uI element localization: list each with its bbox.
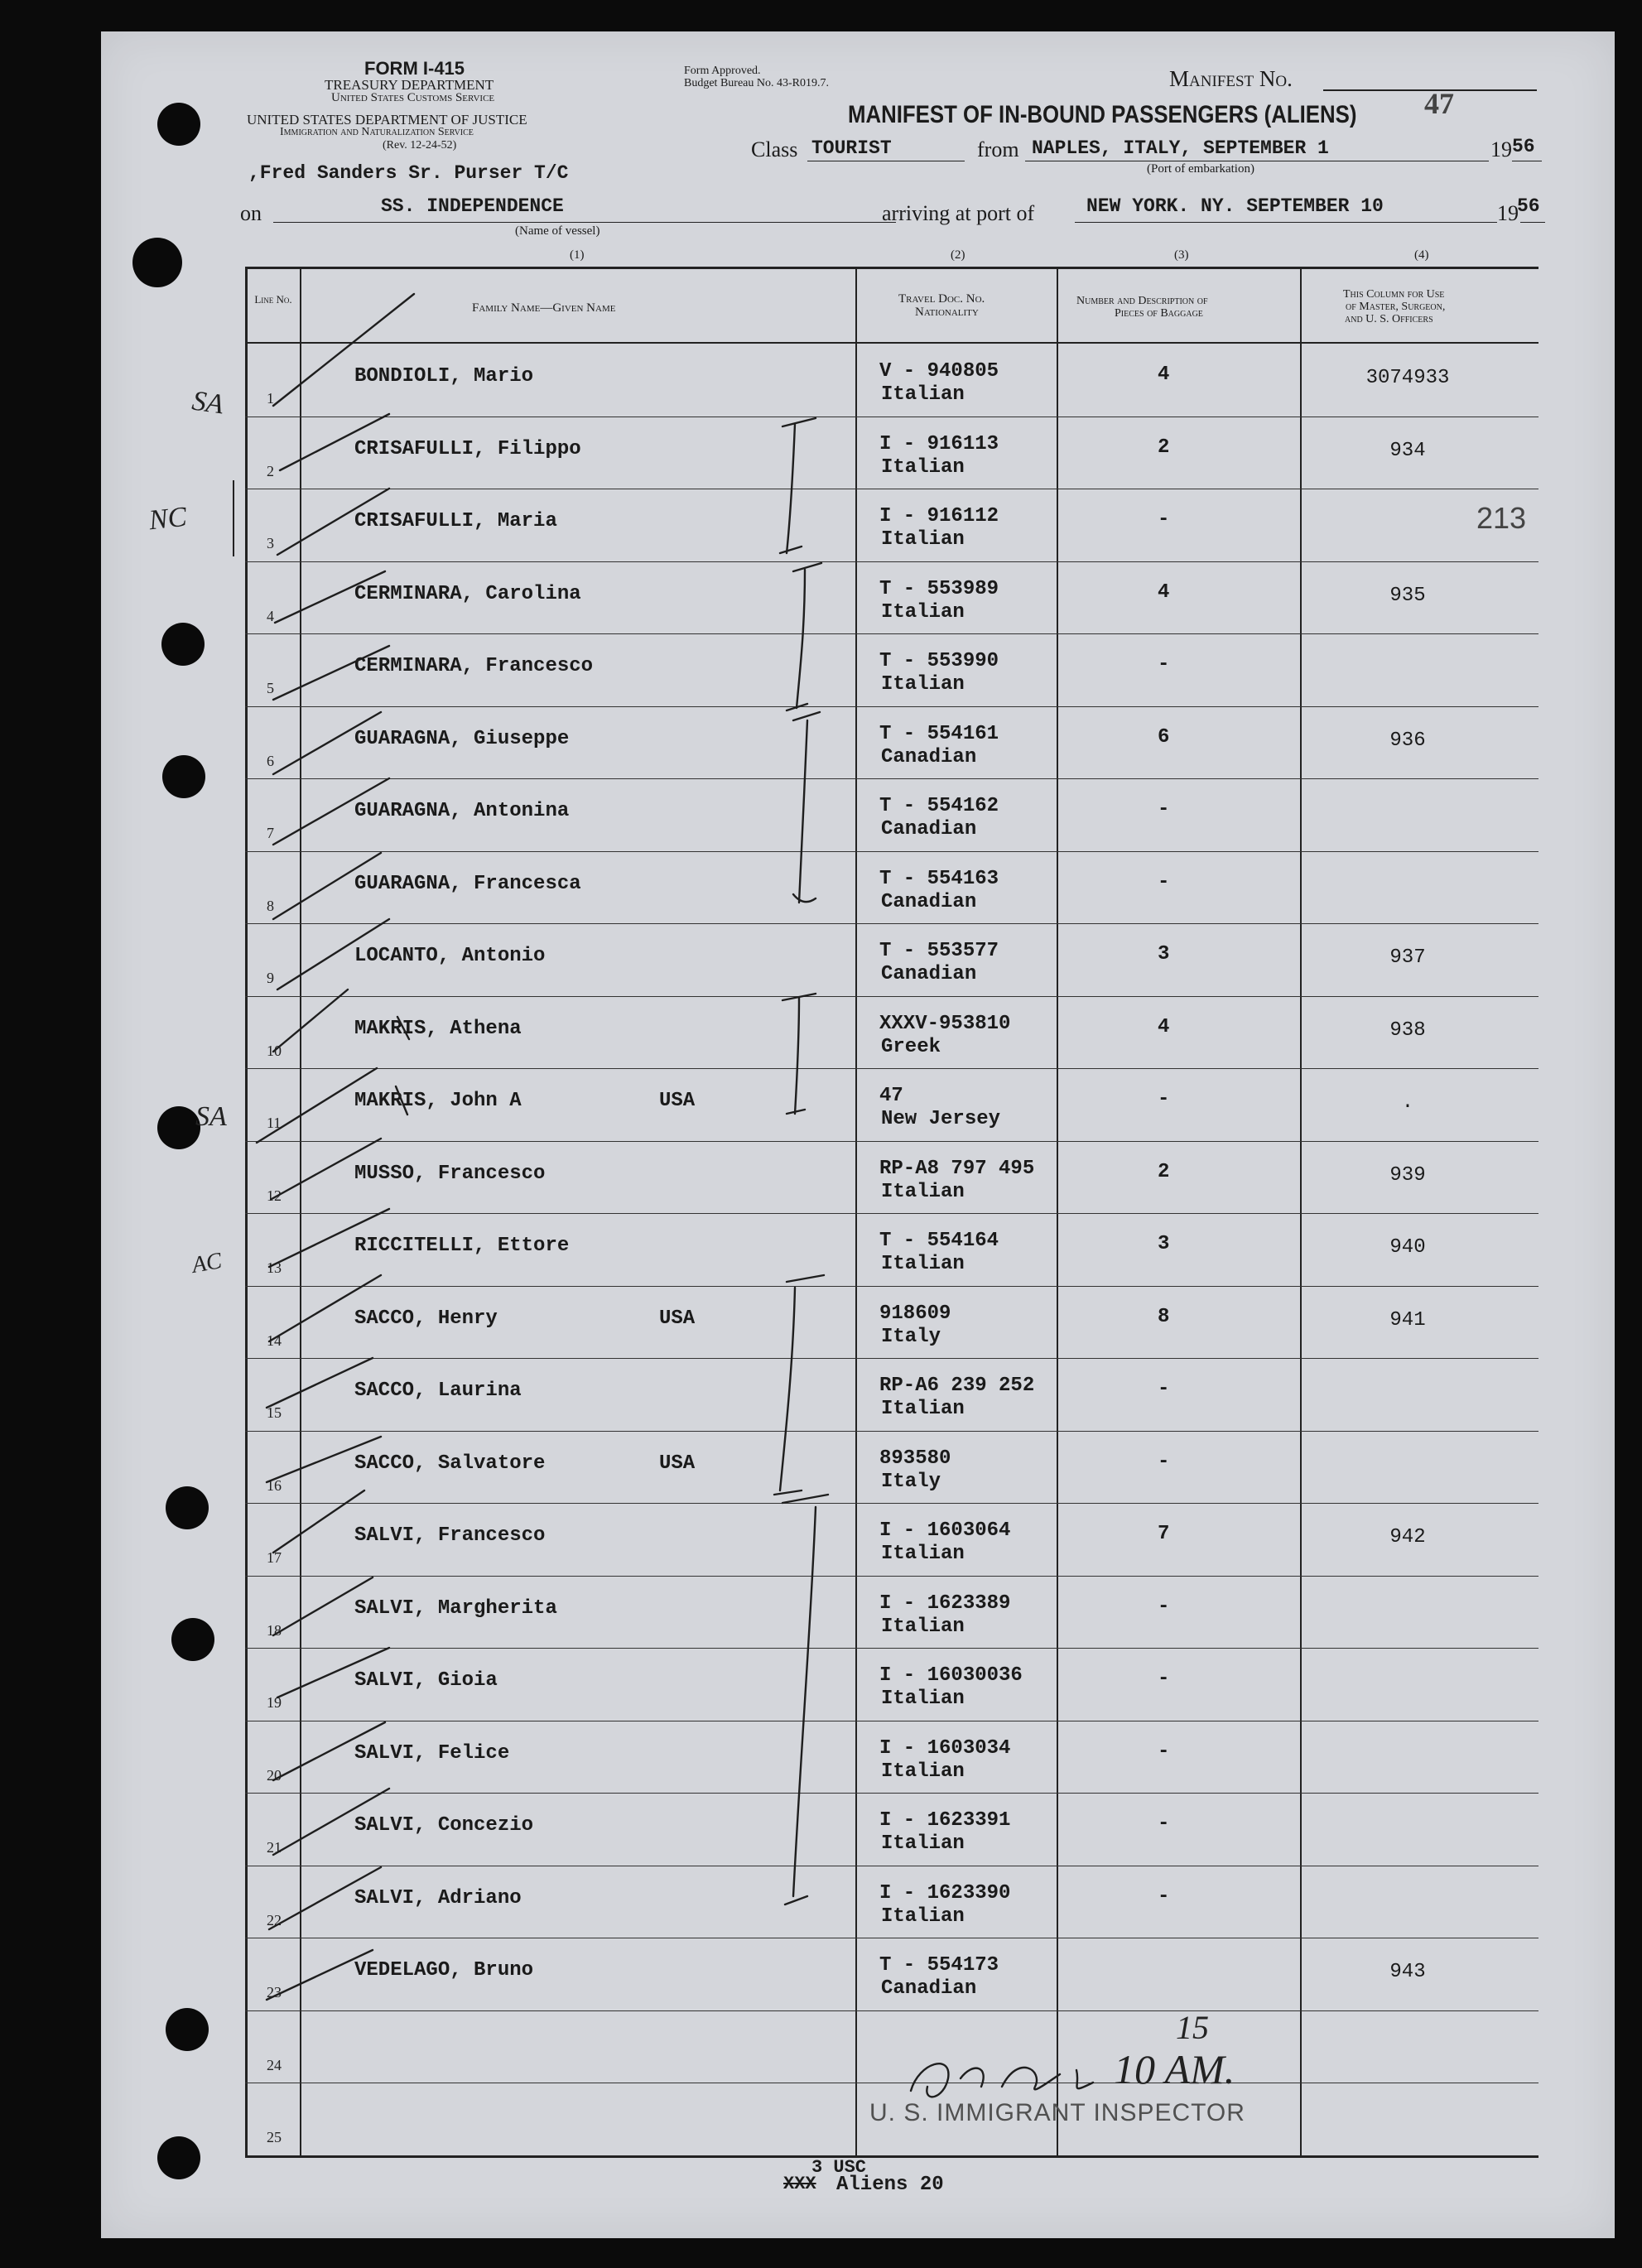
travel-doc-number: T - 554162 <box>879 795 999 817</box>
embarkation-note: (Port of embarkation) <box>1147 162 1254 176</box>
nationality: Canadian <box>881 745 977 768</box>
baggage-count: 4 <box>1158 1015 1170 1038</box>
arriving-year-line <box>1520 222 1545 223</box>
passenger-name: CERMINARA, Francesco <box>354 655 594 677</box>
margin-bracket-nc <box>233 480 234 556</box>
baggage-count: - <box>1158 1885 1170 1908</box>
travel-doc-number: T - 553990 <box>879 650 999 672</box>
travel-doc-number: RP-A6 239 252 <box>879 1375 1035 1397</box>
nationality: Canadian <box>881 1977 977 2000</box>
passenger-name: RICCITELLI, Ettore <box>354 1235 570 1257</box>
line-number: 17 <box>267 1549 282 1566</box>
passenger-name: GUARAGNA, Antonina <box>354 800 570 822</box>
department-of-justice: UNITED STATES DEPARTMENT OF JUSTICE <box>247 112 527 128</box>
line-number: 9 <box>267 970 274 986</box>
nationality: Italian <box>881 383 965 406</box>
from-year: 56 <box>1512 136 1535 157</box>
header-family-name: Family Name—Given Name <box>472 301 616 315</box>
line-number: 20 <box>267 1766 282 1784</box>
row-divider <box>245 633 1538 634</box>
budget-bureau: Budget Bureau No. 43-R019.7. <box>684 77 829 89</box>
officer-use: 940 <box>1389 1236 1426 1259</box>
line-number: 21 <box>267 1839 282 1856</box>
passenger-name: GUARAGNA, Francesca <box>354 872 581 895</box>
travel-doc-number: T - 553577 <box>879 940 999 962</box>
header-officers-3: and U. S. Officers <box>1345 313 1433 325</box>
travel-doc-number: I - 1603064 <box>879 1519 1011 1542</box>
nationality: Greek <box>881 1035 941 1058</box>
line-number: 12 <box>267 1187 282 1204</box>
row-divider <box>245 1431 1538 1432</box>
ins-line: Immigration and Naturalization Service <box>280 126 474 138</box>
officer-use: . <box>1401 1091 1414 1114</box>
punch-hole-1 <box>157 103 200 146</box>
travel-doc-number: I - 1623389 <box>879 1591 1011 1615</box>
header-travel-doc: Travel Doc. No. <box>898 292 985 306</box>
baggage-count: - <box>1158 1740 1170 1763</box>
officer-use: 934 <box>1389 439 1426 462</box>
travel-doc-number: RP-A8 797 495 <box>879 1157 1035 1180</box>
row-divider <box>245 706 1538 707</box>
row-divider <box>245 1648 1538 1649</box>
line-number: 6 <box>267 752 274 769</box>
manifest-sheet <box>101 31 1615 2238</box>
nationality: Italian <box>881 1832 965 1855</box>
nationality: New Jersey <box>881 1108 1001 1130</box>
officer-use: 942 <box>1389 1526 1426 1548</box>
row-divider <box>245 1286 1538 1287</box>
officer-use: 937 <box>1389 946 1426 969</box>
footer-struck: XXX <box>783 2174 816 2194</box>
citizenship: USA <box>659 1307 696 1330</box>
footer-aliens: Aliens 20 <box>836 2174 944 2196</box>
arriving-value: NEW YORK. NY. SEPTEMBER 10 <box>1086 195 1384 217</box>
arriving-year: 56 <box>1517 195 1540 217</box>
passenger-name: SALVI, Francesco <box>354 1524 546 1547</box>
header-officers-2: of Master, Surgeon, <box>1346 301 1446 313</box>
baggage-count: 3 <box>1158 1233 1170 1255</box>
line-number: 24 <box>267 2056 282 2073</box>
baggage-count: - <box>1158 653 1170 676</box>
punch-hole-8 <box>166 2008 209 2051</box>
nationality: Italian <box>881 1253 965 1275</box>
baggage-count: - <box>1158 508 1170 531</box>
line-number: 13 <box>267 1259 282 1276</box>
on-label: on <box>240 201 262 225</box>
class-value: TOURIST <box>811 137 892 159</box>
manifest-label: Manifest No. <box>1169 66 1293 91</box>
passenger-name: SACCO, Laurina <box>354 1380 522 1402</box>
page-number: 213 <box>1476 501 1527 535</box>
passenger-name: SALVI, Concezio <box>354 1814 534 1837</box>
baggage-count: 2 <box>1158 1160 1170 1183</box>
inspector-stamp: U. S. IMMIGRANT INSPECTOR <box>869 2099 1245 2126</box>
travel-doc-number: T - 554161 <box>879 722 999 745</box>
nationality: Italy <box>881 1470 941 1493</box>
nationality: Italy <box>881 1325 941 1348</box>
nationality: Italian <box>881 1615 965 1638</box>
travel-doc-number: I - 916112 <box>879 505 999 527</box>
passenger-name: CERMINARA, Carolina <box>354 582 581 605</box>
passenger-name: SALVI, Margherita <box>354 1596 557 1620</box>
officer-use: 936 <box>1389 729 1426 752</box>
passenger-name: MUSSO, Francesco <box>354 1162 546 1185</box>
baggage-count: - <box>1158 870 1170 893</box>
travel-doc-number: I - 1603034 <box>879 1736 1011 1760</box>
nationality: Italian <box>881 1904 965 1928</box>
travel-doc-number: XXXV-953810 <box>879 1012 1011 1035</box>
line-number: 8 <box>267 897 274 914</box>
row-divider <box>245 923 1538 924</box>
punch-hole-6 <box>166 1486 209 1529</box>
travel-doc-number: I - 916113 <box>879 432 999 455</box>
header-baggage-1: Number and Description of <box>1076 295 1208 307</box>
nationality: Italian <box>881 600 965 624</box>
line-number: 4 <box>267 607 274 624</box>
form-number: FORM I-415 <box>364 58 465 79</box>
class-label: Class <box>751 137 798 161</box>
officer-use: 943 <box>1389 1961 1426 1983</box>
arriving-year-prefix: 19 <box>1497 201 1519 225</box>
margin-note-sa-2: SA <box>195 1101 227 1132</box>
row-divider <box>245 1503 1538 1504</box>
baggage-count: - <box>1158 1088 1170 1110</box>
manifest-title: MANIFEST OF IN-BOUND PASSENGERS (ALIENS) <box>848 101 1357 128</box>
row-divider <box>245 1793 1538 1794</box>
column-number-2: (2) <box>951 248 965 262</box>
travel-doc-number: I - 16030036 <box>879 1664 1023 1687</box>
nationality: Italian <box>881 1760 965 1783</box>
passenger-name: SALVI, Gioia <box>354 1669 498 1692</box>
officer-use: 941 <box>1389 1308 1426 1331</box>
from-value: NAPLES, ITALY, SEPTEMBER 1 <box>1032 137 1329 159</box>
from-label: from <box>977 137 1019 161</box>
row-divider <box>245 996 1538 997</box>
line-number: 7 <box>267 825 274 841</box>
column-number-4: (4) <box>1414 248 1429 262</box>
line-number: 25 <box>267 2129 282 2145</box>
baggage-count: - <box>1158 1450 1170 1473</box>
travel-doc-number: I - 1623390 <box>879 1881 1011 1904</box>
travel-doc-number: 47 <box>879 1085 903 1107</box>
line-number: 19 <box>267 1694 282 1711</box>
vessel-line <box>273 222 896 223</box>
punch-hole-4 <box>162 755 205 798</box>
row-divider <box>245 851 1538 852</box>
header-officers-1: This Column for Use <box>1343 288 1445 301</box>
margin-note-ac: AC <box>190 1248 224 1278</box>
header-baggage-2: Pieces of Baggage <box>1115 307 1203 320</box>
officer-use: 939 <box>1389 1163 1426 1187</box>
header-nationality: Nationality <box>915 306 979 319</box>
passenger-name: CRISAFULLI, Maria <box>354 510 557 532</box>
margin-note-nc: NC <box>147 501 189 537</box>
line-number: 18 <box>267 1621 282 1639</box>
header-line-no: Line No. <box>254 293 292 306</box>
line-number: 16 <box>267 1476 282 1494</box>
passenger-name: MAKRIS, Athena <box>354 1017 522 1040</box>
form-revision: (Rev. 12-24-52) <box>383 139 457 152</box>
baggage-count: 2 <box>1158 436 1170 459</box>
travel-doc-number: 893580 <box>879 1447 951 1470</box>
punch-hole-2 <box>132 238 182 287</box>
line-number: 22 <box>267 1911 282 1929</box>
line-number: 10 <box>267 1042 282 1059</box>
officer-use: 3074933 <box>1365 367 1450 389</box>
baggage-count: 8 <box>1158 1305 1170 1328</box>
nationality: Canadian <box>881 890 977 913</box>
row-divider <box>245 1213 1538 1214</box>
punch-hole-3 <box>161 623 205 666</box>
line-number: 23 <box>267 1984 282 2001</box>
vessel-note: (Name of vessel) <box>515 224 600 238</box>
punch-hole-9 <box>157 2136 200 2179</box>
signature-time: 10 AM. <box>1114 2046 1235 2092</box>
officer-use: 938 <box>1389 1018 1426 1042</box>
baggage-count: - <box>1158 1378 1170 1400</box>
footer-usc: 3 USC <box>811 2157 867 2178</box>
vessel-name: SS. INDEPENDENCE <box>381 195 564 217</box>
citizenship: USA <box>659 1452 696 1475</box>
column-number-3: (3) <box>1174 248 1189 262</box>
baggage-count: 4 <box>1158 364 1170 386</box>
nationality: Italian <box>881 528 965 551</box>
nationality: Canadian <box>881 963 977 985</box>
travel-doc-number: T - 554173 <box>879 1954 999 1977</box>
passenger-name: LOCANTO, Antonio <box>354 945 546 967</box>
baggage-count: 6 <box>1158 725 1170 749</box>
row-divider <box>245 1068 1538 1069</box>
column-number-1: (1) <box>570 248 585 262</box>
nationality: Italian <box>881 1688 965 1710</box>
passenger-name: SACCO, Salvatore <box>354 1452 546 1475</box>
travel-doc-number: T - 554164 <box>879 1230 999 1252</box>
table-header-rule <box>245 342 1538 344</box>
baggage-count: - <box>1158 1668 1170 1690</box>
row-divider <box>245 561 1538 562</box>
arriving-line <box>1075 222 1497 223</box>
baggage-count: 3 <box>1158 943 1170 965</box>
passenger-name: VEDELAGO, Bruno <box>354 1959 534 1981</box>
punch-hole-7 <box>171 1618 214 1661</box>
nationality: Italian <box>881 455 965 479</box>
citizenship: USA <box>659 1090 696 1112</box>
passenger-name: SACCO, Henry <box>354 1307 498 1330</box>
line-number: 11 <box>267 1115 282 1131</box>
customs-service: United States Customs Service <box>331 91 495 104</box>
passenger-name: MAKRIS, John A <box>354 1090 522 1112</box>
arriving-label: arriving at port of <box>882 201 1035 225</box>
passenger-name: SALVI, Felice <box>354 1741 510 1765</box>
nationality: Italian <box>881 1398 965 1420</box>
nationality: Italian <box>881 1543 965 1565</box>
passenger-name: GUARAGNA, Giuseppe <box>354 727 570 750</box>
passenger-name: CRISAFULLI, Filippo <box>354 437 581 460</box>
margin-note-sa: SA <box>190 385 226 421</box>
passenger-name: BONDIOLI, Mario <box>354 365 534 388</box>
line-number: 1 <box>267 390 274 407</box>
manifest-number: 47 <box>1424 87 1454 120</box>
punch-hole-5 <box>157 1106 200 1149</box>
line-number: 2 <box>267 462 274 479</box>
treasury-department: TREASURY DEPARTMENT <box>325 77 494 93</box>
row-divider <box>245 1141 1538 1142</box>
row-divider <box>245 1576 1538 1577</box>
travel-doc-number: V - 940805 <box>879 360 999 383</box>
row-divider <box>245 1358 1538 1359</box>
officer-use: 935 <box>1389 584 1426 607</box>
baggage-count: 4 <box>1158 580 1170 604</box>
nationality: Canadian <box>881 818 977 840</box>
travel-doc-number: T - 554163 <box>879 867 999 890</box>
baggage-count: - <box>1158 798 1170 821</box>
nationality: Italian <box>881 673 965 696</box>
travel-doc-number: 918609 <box>879 1302 951 1325</box>
row-divider <box>245 2010 1538 2011</box>
line-number: 5 <box>267 680 274 696</box>
travel-doc-number: I - 1623391 <box>879 1809 1011 1832</box>
line-number: 3 <box>267 535 274 551</box>
travel-doc-number: T - 553989 <box>879 577 999 600</box>
line-number: 15 <box>267 1404 282 1421</box>
purser-line: ,Fred Sanders Sr. Purser T/C <box>248 162 569 184</box>
form-approved: Form Approved. <box>684 65 761 77</box>
signature-time-minutes: 15 <box>1176 2009 1209 2046</box>
baggage-count: 7 <box>1158 1523 1170 1545</box>
line-number: 14 <box>267 1331 282 1349</box>
row-divider <box>245 778 1538 779</box>
nationality: Italian <box>881 1180 965 1203</box>
baggage-count: - <box>1158 1595 1170 1618</box>
passenger-name: SALVI, Adriano <box>354 1886 522 1909</box>
baggage-count: - <box>1158 1813 1170 1835</box>
from-year-prefix: 19 <box>1490 137 1512 161</box>
